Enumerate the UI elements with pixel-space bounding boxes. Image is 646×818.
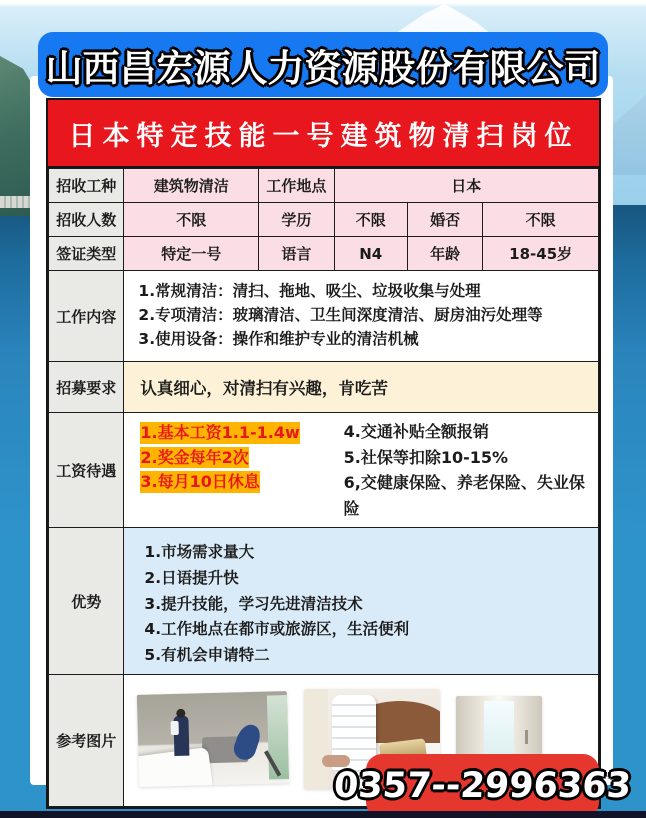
company-name: 山西昌宏源人力资源股份有限公司 (45, 46, 601, 90)
housekeeper-figure (174, 715, 190, 755)
job-title-banner (48, 100, 599, 168)
education-value: 不限 (334, 203, 407, 237)
row-requirements (49, 362, 599, 413)
visa-type-label: 签证类型 (49, 237, 124, 271)
requirements-label: 招募要求 (49, 362, 124, 413)
row-advantages (49, 528, 599, 675)
job-content-cell (124, 271, 599, 362)
door-handle (525, 730, 528, 744)
recruit-type-value: 建筑物清洁 (124, 169, 259, 203)
job-content-item: 3.使用设备：操作和维护专业的清洁机械 (138, 330, 419, 349)
job-content-item: 2.专项清洁：玻璃清洁、卫生间深度清洁、厨房油污处理等 (138, 306, 543, 325)
job-sheet (46, 98, 601, 809)
job-content-item: 1.常规清洁：清扫、拖地、吸尘、垃圾收集与处理 (138, 282, 481, 300)
row-recruit-type (49, 169, 599, 203)
requirements-cell (124, 362, 599, 413)
salary-highlighted-list (140, 419, 343, 521)
reference-photos-label: 参考图片 (49, 675, 124, 807)
advantages-cell (124, 528, 599, 675)
language-label: 语言 (259, 237, 334, 271)
language-value: N4 (334, 237, 407, 271)
staff-figure (304, 689, 328, 789)
marital-label: 婚否 (407, 203, 482, 237)
phone-banner (332, 754, 633, 818)
phone-number: 0357--2996363 (332, 766, 633, 806)
salary-cell (124, 413, 599, 528)
age-label: 年龄 (407, 237, 482, 271)
salary-label: 工资待遇 (49, 413, 124, 528)
advantage-item: 4.工作地点在都市或旅游区，生活便利 (144, 620, 410, 639)
row-job-content (49, 271, 599, 362)
hand (322, 755, 350, 767)
vacuuming-figure (231, 721, 263, 762)
age-value: 18-45岁 (483, 237, 599, 271)
headcount-value: 不限 (124, 203, 259, 237)
job-info-table (48, 168, 599, 807)
row-salary (49, 413, 599, 528)
work-location-value: 日本 (334, 169, 598, 203)
marital-value: 不限 (483, 203, 599, 237)
salary-highlight-item: 1.基本工资1.1-1.4w (140, 423, 300, 442)
photo-hotel-room-cleaning (137, 691, 289, 787)
requirements-text: 认真细心，对清扫有兴趣，肯吃苦 (140, 379, 388, 398)
advantage-item: 2.日语提升快 (144, 568, 239, 587)
bottom-strip (0, 811, 646, 818)
salary-highlight-item: 2.奖金每年2次 (140, 447, 249, 467)
visa-type-value: 特定一号 (124, 237, 259, 271)
salary-list (344, 419, 592, 521)
advantage-item: 3.提升技能，学习先进清洁技术 (144, 594, 363, 613)
salary-item: 5.社保等扣除10-15% (343, 447, 509, 467)
row-headcount (49, 203, 599, 237)
advantage-item: 5.有机会申请特二 (144, 645, 270, 664)
advantage-item: 1.市场需求量大 (144, 543, 255, 562)
salary-item: 4.交通补贴全额报销 (343, 422, 489, 441)
job-title: 日本特定技能一号建筑物清扫岗位 (68, 120, 579, 152)
recruit-type-label: 招收工种 (49, 169, 124, 203)
balcony-door (267, 695, 289, 779)
salary-highlight-item: 3.每月10日休息 (140, 472, 260, 492)
headcount-label: 招收人数 (49, 203, 124, 237)
job-content-label: 工作内容 (49, 271, 124, 362)
salary-item: 6,交健康保险、养老保险、失业保险 (343, 473, 585, 518)
hallway-light (484, 701, 514, 759)
advantages-label: 优势 (49, 528, 124, 675)
work-location-label: 工作地点 (259, 169, 334, 203)
company-banner (38, 32, 608, 97)
row-visa (49, 237, 599, 271)
education-label: 学历 (259, 203, 334, 237)
